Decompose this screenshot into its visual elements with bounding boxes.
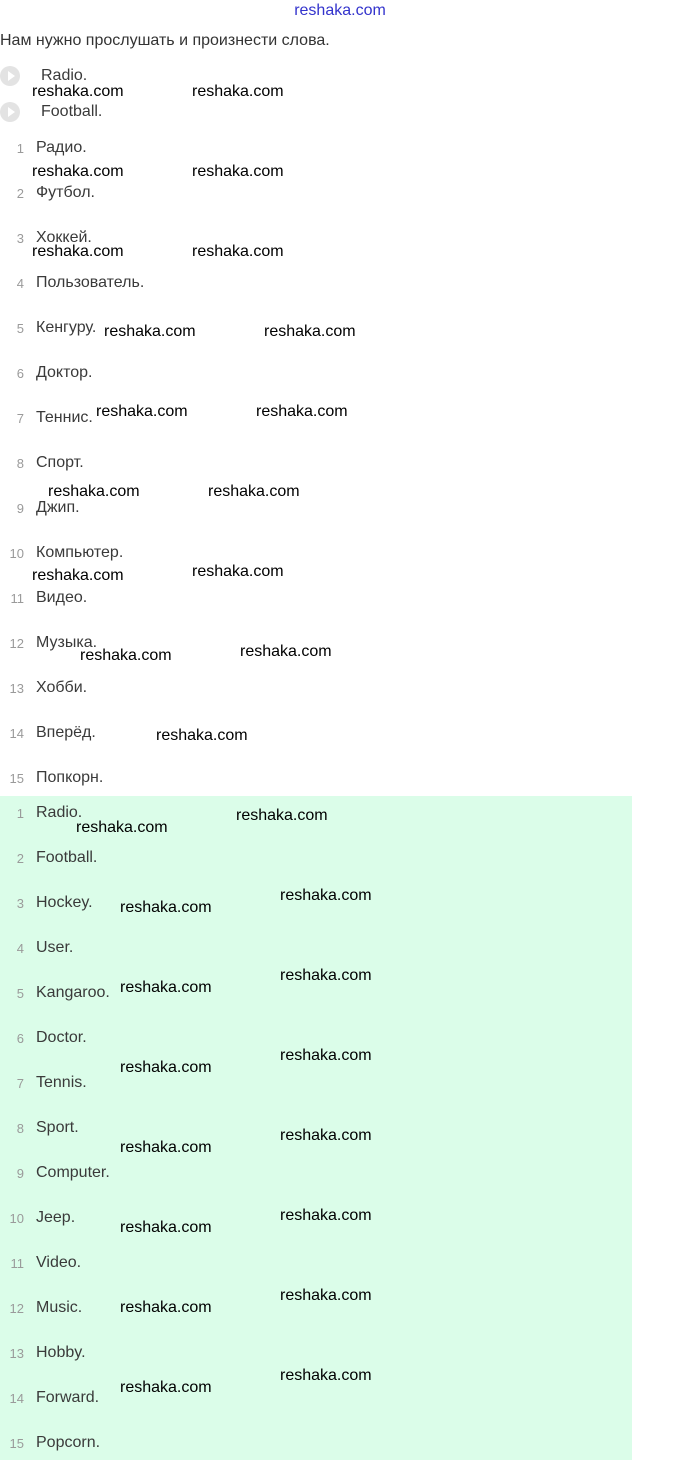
watermark: reshaka.com xyxy=(192,83,284,100)
item-number: 6 xyxy=(16,365,24,381)
item-word: Спорт. xyxy=(36,454,84,471)
item-word: Kangaroo. xyxy=(36,984,110,1001)
list-item xyxy=(0,317,96,339)
list-item xyxy=(0,1027,87,1049)
watermark: reshaka.com xyxy=(192,563,284,580)
item-word: Попкорн. xyxy=(36,769,104,786)
item-number: 13 xyxy=(9,680,24,696)
item-number: 1 xyxy=(16,805,24,821)
list-item xyxy=(0,182,95,204)
watermark: reshaka.com xyxy=(280,967,372,984)
item-number: 3 xyxy=(16,230,24,246)
watermark: reshaka.com xyxy=(280,1127,372,1144)
list-item xyxy=(0,1072,87,1094)
item-word: Forward. xyxy=(36,1389,100,1406)
list-item xyxy=(0,1342,86,1364)
item-number: 3 xyxy=(16,895,24,911)
watermark: reshaka.com xyxy=(280,887,372,904)
item-number: 9 xyxy=(16,1165,24,1181)
item-number: 11 xyxy=(10,590,24,606)
list-item xyxy=(0,407,93,429)
watermark: reshaka.com xyxy=(120,1219,212,1236)
item-word: Теннис. xyxy=(36,409,93,426)
item-number: 7 xyxy=(16,1075,24,1091)
list-item xyxy=(0,542,123,564)
item-word: Компьютер. xyxy=(36,544,124,561)
item-word: Jeep. xyxy=(36,1209,76,1226)
audio-label: Radio. xyxy=(41,67,88,84)
item-number: 10 xyxy=(9,1210,24,1226)
watermark: reshaka.com xyxy=(156,727,248,744)
instruction-text: Нам нужно прослушать и произнести слова. xyxy=(0,32,330,49)
watermark: reshaka.com xyxy=(256,403,348,420)
item-number: 14 xyxy=(9,1390,24,1406)
item-number: 6 xyxy=(16,1030,24,1046)
item-word: Музыка. xyxy=(36,634,98,651)
list-item xyxy=(0,892,93,914)
item-word: Доктор. xyxy=(36,364,93,381)
list-item xyxy=(0,1387,99,1409)
list-item xyxy=(0,1207,75,1229)
watermark: reshaka.com xyxy=(192,243,284,260)
watermark: reshaka.com xyxy=(120,899,212,916)
watermark: reshaka.com xyxy=(32,163,124,180)
item-number: 11 xyxy=(10,1255,24,1271)
list-item xyxy=(0,847,97,869)
watermark: reshaka.com xyxy=(280,1047,372,1064)
item-number: 13 xyxy=(9,1345,24,1361)
list-item xyxy=(0,137,87,159)
item-word: Computer. xyxy=(36,1164,110,1181)
watermark: reshaka.com xyxy=(76,819,168,836)
play-icon[interactable] xyxy=(0,66,20,86)
list-item xyxy=(0,722,96,744)
watermark: reshaka.com xyxy=(192,163,284,180)
item-number: 9 xyxy=(16,500,24,516)
list-item xyxy=(0,677,87,699)
item-word: User. xyxy=(36,939,74,956)
watermark: reshaka.com xyxy=(280,1207,372,1224)
audio-label: Football. xyxy=(41,103,103,120)
item-word: Вперёд. xyxy=(36,724,96,741)
list-item xyxy=(0,1117,79,1139)
item-number: 15 xyxy=(9,1435,24,1451)
list-item xyxy=(0,1432,100,1454)
list-item xyxy=(0,452,84,474)
watermark: reshaka.com xyxy=(32,83,124,100)
watermark: reshaka.com xyxy=(104,323,196,340)
item-number: 5 xyxy=(16,985,24,1001)
item-number: 10 xyxy=(9,545,24,561)
item-number: 14 xyxy=(9,725,24,741)
list-item xyxy=(0,982,110,1004)
item-word: Джип. xyxy=(36,499,80,516)
item-number: 1 xyxy=(16,140,24,156)
item-word: Hockey. xyxy=(36,894,93,911)
item-number: 12 xyxy=(9,1300,24,1316)
list-item xyxy=(0,587,87,609)
item-word: Радио. xyxy=(36,139,87,156)
item-number: 5 xyxy=(16,320,24,336)
item-word: Tennis. xyxy=(36,1074,87,1091)
item-number: 2 xyxy=(16,185,24,201)
item-word: Пользователь. xyxy=(36,274,145,291)
list-item xyxy=(0,272,144,294)
item-word: Хобби. xyxy=(36,679,88,696)
play-icon[interactable] xyxy=(0,102,20,122)
site-header-link[interactable]: reshaka.com xyxy=(294,2,386,19)
watermark: reshaka.com xyxy=(280,1367,372,1384)
list-item xyxy=(0,362,92,384)
item-word: Video. xyxy=(36,1254,82,1271)
watermark: reshaka.com xyxy=(120,979,212,996)
item-number: 15 xyxy=(9,770,24,786)
item-number: 4 xyxy=(16,275,24,291)
item-word: Doctor. xyxy=(36,1029,87,1046)
item-word: Sport. xyxy=(36,1119,79,1136)
list-item xyxy=(0,1162,110,1184)
watermark: reshaka.com xyxy=(120,1379,212,1396)
item-number: 12 xyxy=(9,635,24,651)
watermark: reshaka.com xyxy=(236,807,328,824)
watermark: reshaka.com xyxy=(32,567,124,584)
item-number: 8 xyxy=(16,1120,24,1136)
item-word: Popcorn. xyxy=(36,1434,101,1451)
list-item xyxy=(0,1297,82,1319)
audio-row-football xyxy=(0,101,102,123)
item-number: 4 xyxy=(16,940,24,956)
item-number: 8 xyxy=(16,455,24,471)
watermark: reshaka.com xyxy=(120,1299,212,1316)
watermark: reshaka.com xyxy=(240,643,332,660)
item-word: Видео. xyxy=(36,589,88,606)
watermark: reshaka.com xyxy=(264,323,356,340)
watermark: reshaka.com xyxy=(280,1287,372,1304)
item-word: Hobby. xyxy=(36,1344,86,1361)
watermark: reshaka.com xyxy=(120,1139,212,1156)
item-word: Music. xyxy=(36,1299,83,1316)
watermark: reshaka.com xyxy=(48,483,140,500)
watermark: reshaka.com xyxy=(96,403,188,420)
watermark: reshaka.com xyxy=(208,483,300,500)
item-word: Футбол. xyxy=(36,184,95,201)
list-item xyxy=(0,937,73,959)
item-word: Radio. xyxy=(36,804,83,821)
watermark: reshaka.com xyxy=(80,647,172,664)
watermark: reshaka.com xyxy=(120,1059,212,1076)
watermark: reshaka.com xyxy=(32,243,124,260)
item-word: Кенгуру. xyxy=(36,319,97,336)
list-item xyxy=(0,802,82,824)
item-number: 2 xyxy=(16,850,24,866)
item-number: 7 xyxy=(16,410,24,426)
list-item xyxy=(0,767,103,789)
list-item xyxy=(0,1252,81,1274)
item-word: Football. xyxy=(36,849,98,866)
item-word: Хоккей. xyxy=(36,229,92,246)
